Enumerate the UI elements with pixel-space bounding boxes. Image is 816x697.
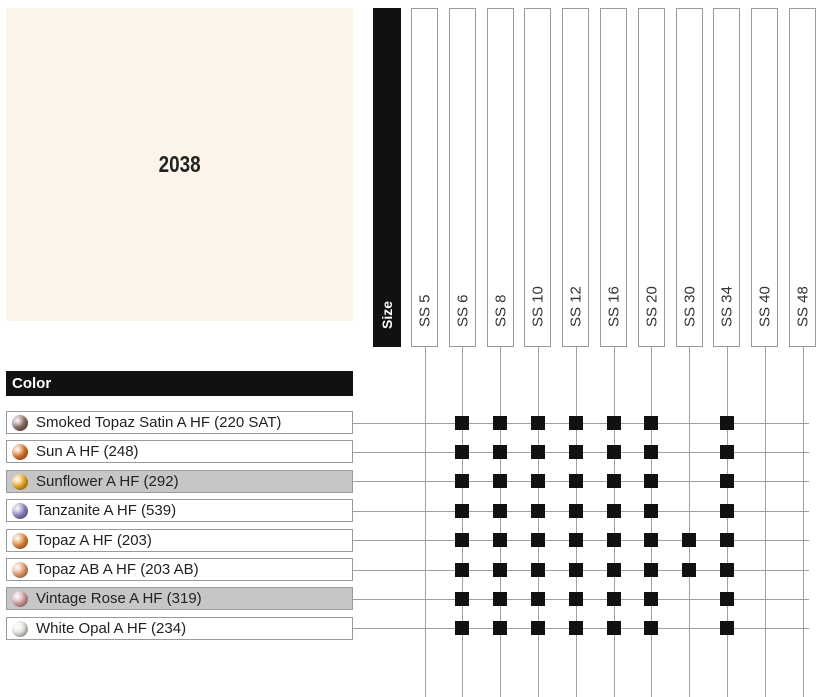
availability-marker xyxy=(531,533,545,547)
size-label: SS 5 xyxy=(416,294,433,327)
grid-line-vertical xyxy=(500,347,501,697)
availability-marker xyxy=(569,445,583,459)
grid-line-vertical xyxy=(614,347,615,697)
color-row xyxy=(6,529,353,552)
availability-marker xyxy=(455,621,469,635)
availability-marker xyxy=(531,563,545,577)
availability-marker xyxy=(644,474,658,488)
availability-marker xyxy=(531,445,545,459)
availability-marker xyxy=(455,445,469,459)
availability-marker xyxy=(493,416,507,430)
size-header-label: Size xyxy=(379,300,395,329)
availability-marker xyxy=(607,416,621,430)
availability-marker xyxy=(644,445,658,459)
availability-marker xyxy=(607,504,621,518)
availability-marker xyxy=(644,533,658,547)
availability-marker xyxy=(607,533,621,547)
color-name: Sun A HF (248) xyxy=(36,443,139,460)
availability-marker xyxy=(644,504,658,518)
size-column-ss-34 xyxy=(713,8,740,347)
size-label: SS 30 xyxy=(681,286,698,327)
size-label: SS 8 xyxy=(492,294,509,327)
availability-marker xyxy=(720,592,734,606)
availability-marker xyxy=(493,563,507,577)
crystal-swatch-icon xyxy=(12,591,28,607)
availability-marker xyxy=(455,592,469,606)
color-row xyxy=(6,499,353,522)
size-label: SS 10 xyxy=(529,286,546,327)
availability-marker xyxy=(569,474,583,488)
grid-line-vertical xyxy=(576,347,577,697)
size-column-ss-12 xyxy=(562,8,589,347)
availability-marker xyxy=(607,621,621,635)
availability-marker xyxy=(493,445,507,459)
availability-marker xyxy=(531,474,545,488)
availability-marker xyxy=(531,504,545,518)
availability-marker xyxy=(493,592,507,606)
size-column-ss-40 xyxy=(751,8,778,347)
color-name: Tanzanite A HF (539) xyxy=(36,502,177,519)
color-name: Sunflower A HF (292) xyxy=(36,473,179,490)
availability-marker xyxy=(569,621,583,635)
color-name: Vintage Rose A HF (319) xyxy=(36,590,202,607)
availability-marker xyxy=(720,504,734,518)
grid-line-vertical xyxy=(462,347,463,697)
product-panel xyxy=(6,8,353,321)
availability-marker xyxy=(682,533,696,547)
availability-marker xyxy=(720,621,734,635)
availability-marker xyxy=(607,474,621,488)
availability-marker xyxy=(569,416,583,430)
color-row xyxy=(6,411,353,434)
availability-marker xyxy=(455,474,469,488)
availability-marker xyxy=(531,621,545,635)
availability-marker xyxy=(493,621,507,635)
availability-marker xyxy=(531,592,545,606)
size-column-ss-6 xyxy=(449,8,476,347)
size-label: SS 6 xyxy=(454,294,471,327)
grid-line-vertical xyxy=(425,347,426,697)
size-label: SS 48 xyxy=(794,286,811,327)
availability-marker xyxy=(644,563,658,577)
grid-line-vertical xyxy=(803,347,804,697)
availability-marker xyxy=(720,533,734,547)
availability-marker xyxy=(607,563,621,577)
grid-line-vertical xyxy=(651,347,652,697)
size-label: SS 34 xyxy=(718,286,735,327)
size-column-ss-5 xyxy=(411,8,438,347)
availability-marker xyxy=(455,563,469,577)
color-row xyxy=(6,617,353,640)
availability-marker xyxy=(493,504,507,518)
grid-line-vertical xyxy=(538,347,539,697)
crystal-swatch-icon xyxy=(12,444,28,460)
color-name: Smoked Topaz Satin A HF (220 SAT) xyxy=(36,414,282,431)
crystal-swatch-icon xyxy=(12,621,28,637)
grid-line-vertical xyxy=(689,347,690,697)
size-column-ss-20 xyxy=(638,8,665,347)
availability-marker xyxy=(569,504,583,518)
availability-marker xyxy=(455,533,469,547)
crystal-swatch-icon xyxy=(12,474,28,490)
availability-marker xyxy=(644,416,658,430)
availability-marker xyxy=(682,563,696,577)
size-column-ss-48 xyxy=(789,8,816,347)
size-label: SS 16 xyxy=(605,286,622,327)
availability-marker xyxy=(493,533,507,547)
availability-marker xyxy=(720,563,734,577)
crystal-swatch-icon xyxy=(12,533,28,549)
crystal-swatch-icon xyxy=(12,503,28,519)
color-row xyxy=(6,470,353,493)
size-column-ss-16 xyxy=(600,8,627,347)
size-label: SS 12 xyxy=(567,286,584,327)
color-row xyxy=(6,558,353,581)
availability-marker xyxy=(493,474,507,488)
availability-marker xyxy=(569,563,583,577)
crystal-swatch-icon xyxy=(12,562,28,578)
availability-marker xyxy=(569,533,583,547)
availability-marker xyxy=(607,592,621,606)
availability-marker xyxy=(720,474,734,488)
color-row xyxy=(6,440,353,463)
size-header xyxy=(373,8,401,347)
size-column-ss-30 xyxy=(676,8,703,347)
grid-line-vertical xyxy=(765,347,766,697)
size-label: SS 20 xyxy=(643,286,660,327)
availability-marker xyxy=(569,592,583,606)
size-label: SS 40 xyxy=(756,286,773,327)
availability-marker xyxy=(455,416,469,430)
color-header: Color xyxy=(6,371,353,396)
availability-marker xyxy=(720,416,734,430)
color-name: Topaz AB A HF (203 AB) xyxy=(36,561,199,578)
color-row xyxy=(6,587,353,610)
color-name: White Opal A HF (234) xyxy=(36,620,187,637)
size-column-ss-8 xyxy=(487,8,514,347)
product-number: 2038 xyxy=(158,151,201,177)
availability-marker xyxy=(644,621,658,635)
availability-marker xyxy=(720,445,734,459)
availability-marker xyxy=(644,592,658,606)
color-name: Topaz A HF (203) xyxy=(36,532,152,549)
availability-marker xyxy=(455,504,469,518)
availability-marker xyxy=(607,445,621,459)
size-column-ss-10 xyxy=(524,8,551,347)
availability-marker xyxy=(531,416,545,430)
crystal-swatch-icon xyxy=(12,415,28,431)
grid-line-vertical xyxy=(727,347,728,697)
